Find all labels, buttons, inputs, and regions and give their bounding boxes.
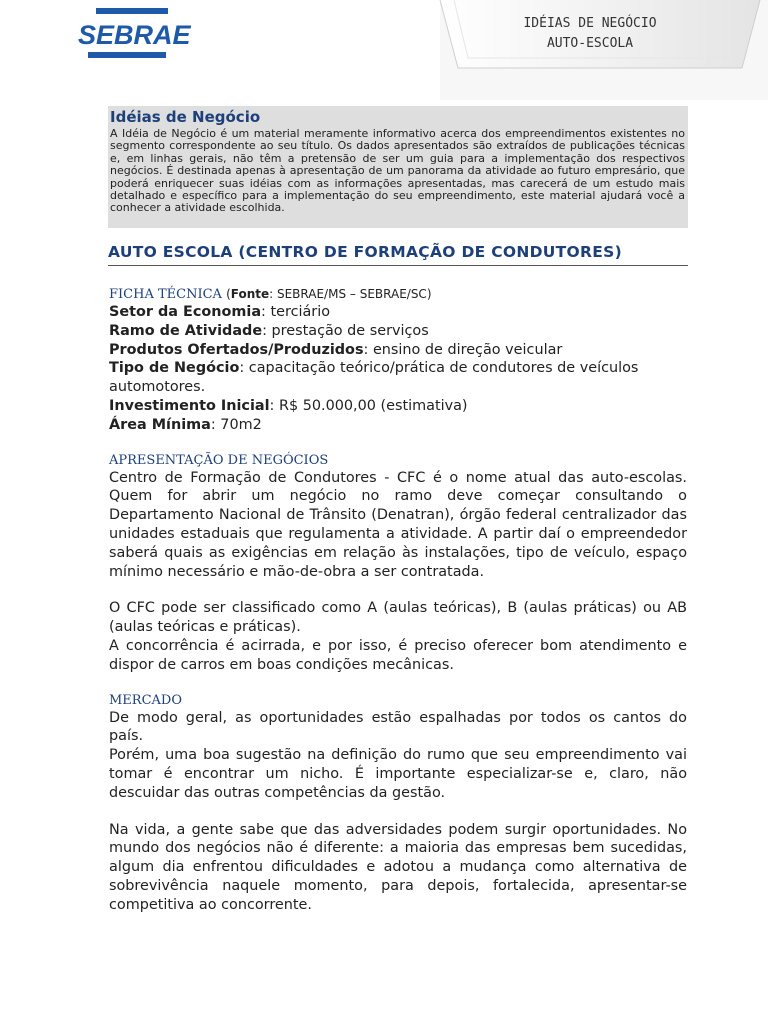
- header-title-line2: AUTO-ESCOLA: [546, 36, 634, 51]
- page-header: [0, 0, 768, 100]
- apresentacao-paragraph-1: Centro de Formação de Condutores - CFC é o nome atual das auto-escolas. Quem for abrir um negócio no ramo deve começar consultando o Departamento Nacional de Trânsito (Denatran), órgão federal centralizador das unidades estaduais que regulamenta a atividade. A partir daí o empreendedor saberá quais as exigências em relação às instalações, tipo de veículo, espaço mínimo necessário e mão-de-obra a ser contratada.: [109, 469, 687, 580]
- intro-text: A Idéia de Negócio é um material meramente informativo acerca dos empreendimentos existentes no segmento correspondente ao seu título. Os dados apresentados são extraídos de publicações técnicas e, em linhas gerais, não têm a pretensão de ser um guia para a implementação dos respectivos negócios. É destinada apenas à apresentação de um panorama da atividade ao futuro empresário, que poderá enriquecer suas idéias com as informações apresentadas, mas carecerá de um estudo mais detalhado e específico para a implementação do seu empreendimento, este material ajudará você a conhecer a atividade escolhida.: [110, 127, 685, 215]
- sebrae-logo: [78, 8, 191, 60]
- apresentacao-heading: APRESENTAÇÃO DE NEGÓCIOS: [109, 452, 329, 468]
- mercado-heading: MERCADO: [109, 692, 183, 708]
- document-header-title: [452, 14, 728, 54]
- ficha-heading-line: [109, 286, 687, 303]
- main-title: AUTO ESCOLA (CENTRO DE FORMAÇÃO DE CONDUTORES): [108, 243, 622, 261]
- logo-text: SEBRAE: [78, 20, 191, 50]
- intro-box: [108, 106, 688, 228]
- ficha-row: Setor da Economia: terciário: [109, 304, 331, 320]
- mercado-paragraph-1: De modo geral, as oportunidades estão espalhadas por todos os cantos do país.: [109, 709, 687, 745]
- mercado-paragraph-3: Na vida, a gente sabe que das adversidades podem surgir oportunidades. No mundo dos negócios não é diferente: a maioria das empresas bem sucedidas, algum dia enfrentou dificuldades e adotou a mudança como alternativa de sobrevivência naquele momento, para depois, fortalecida, apresentar-se competitiva ao concorrente.: [109, 821, 687, 913]
- ficha-source-label: Fonte: [230, 287, 270, 301]
- apresentacao-paragraph-2: O CFC pode ser classificado como A (aulas teóricas), B (aulas práticas) ou AB (aulas teóricas e práticas).: [109, 600, 687, 636]
- ficha-row: Produtos Ofertados/Produzidos: ensino de direção veicular: [109, 341, 563, 358]
- ficha-row: Tipo de Negócio: capacitação teórico/prática de condutores de veículos automotores.: [109, 360, 639, 396]
- main-content: [109, 286, 687, 915]
- header-title-line1: IDÉIAS DE NEGÓCIO: [523, 16, 657, 31]
- title-underline: [108, 265, 688, 266]
- ficha-row: Área Mínima: 70m2: [109, 416, 262, 433]
- ficha-row: Ramo de Atividade: prestação de serviços: [109, 322, 429, 339]
- intro-title: Idéias de Negócio: [110, 108, 261, 126]
- mercado-paragraph-2: Porém, uma boa sugestão na definição do rumo que seu empreendimento vai tomar é encontrar um nicho. É importante especializar-se e, claro, não descuidar das outras competências da gestão.: [109, 747, 687, 801]
- ficha-source-value: : SEBRAE/MS – SEBRAE/SC): [269, 287, 432, 301]
- ficha-heading: FICHA TÉCNICA: [109, 287, 222, 302]
- apresentacao-paragraph-3: A concorrência é acirrada, e por isso, é preciso oferecer bom atendimento e dispor de carros em boas condições mecânicas.: [109, 637, 687, 673]
- ficha-source: (Fonte: SEBRAE/MS – SEBRAE/SC): [226, 287, 432, 301]
- ficha-row: Investimento Inicial: R$ 50.000,00 (estimativa): [109, 397, 468, 414]
